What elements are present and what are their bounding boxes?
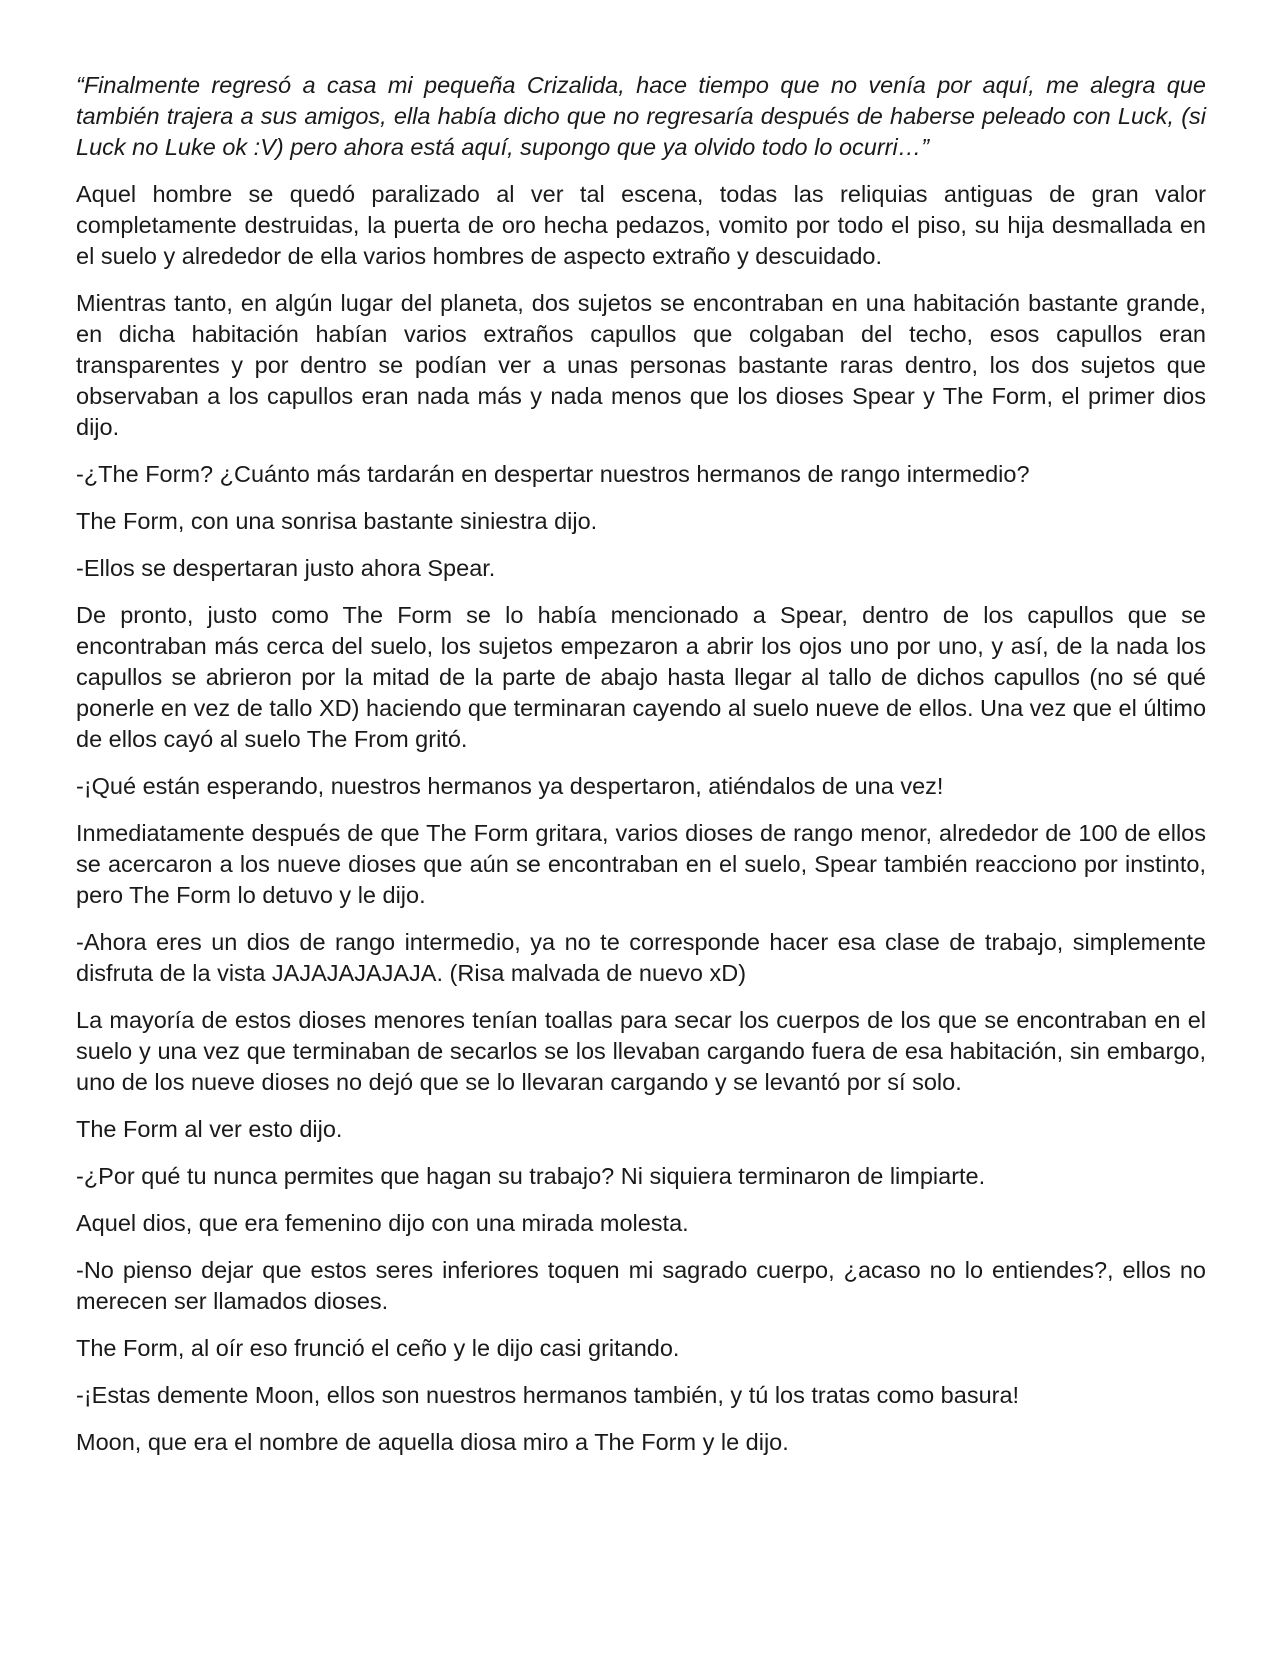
dialogue-line: -¿The Form? ¿Cuánto más tardarán en despertar nuestros hermanos de rango intermedio? xyxy=(76,461,1030,487)
dialogue-line: -Ahora eres un dios de rango intermedio, ya no te corresponde hacer esa clase de trabajo, simplemente disfruta de la vista JAJAJAJAJAJA. (Risa malvada de nuevo xD) xyxy=(76,929,1206,986)
paragraph: Moon, que era el nombre de aquella diosa miro a The Form y le dijo. xyxy=(76,1429,789,1455)
paragraph: Inmediatamente después de que The Form gritara, varios dioses de rango menor, alrededor de 100 de ellos se acercaron a los nueve dioses que aún se encontraban en el suelo, Spear también reacciono por instinto, pero The Form lo detuvo y le dijo. xyxy=(76,820,1206,908)
paragraph: The Form al ver esto dijo. xyxy=(76,1116,343,1142)
paragraph: The Form, al oír eso frunció el ceño y le dijo casi gritando. xyxy=(76,1335,680,1361)
paragraph: Aquel dios, que era femenino dijo con una mirada molesta. xyxy=(76,1210,689,1236)
dialogue-line: -No pienso dejar que estos seres inferiores toquen mi sagrado cuerpo, ¿acaso no lo entiendes?, ellos no merecen ser llamados dioses. xyxy=(76,1257,1206,1314)
dialogue-line: -¿Por qué tu nunca permites que hagan su trabajo? Ni siquiera terminaron de limpiarte. xyxy=(76,1163,986,1189)
paragraph: La mayoría de estos dioses menores tenían toallas para secar los cuerpos de los que se encontraban en el suelo y una vez que terminaban de secarlos se los llevaban cargando fuera de esa habitación, sin embargo, uno de los nueve dioses no dejó que se lo llevaran cargando y se levantó por sí solo. xyxy=(76,1007,1206,1095)
paragraph: The Form, con una sonrisa bastante siniestra dijo. xyxy=(76,508,598,534)
dialogue-line: -¡Estas demente Moon, ellos son nuestros hermanos también, y tú los tratas como basura! xyxy=(76,1382,1020,1408)
paragraph: Aquel hombre se quedó paralizado al ver tal escena, todas las reliquias antiguas de gran valor completamente destruidas, la puerta de oro hecha pedazos, vomito por todo el piso, su hija desmallada en el suelo y alrededor de ella varios hombres de aspecto extraño y descuidado. xyxy=(76,181,1206,269)
dialogue-line: -Ellos se despertaran justo ahora Spear. xyxy=(76,555,496,581)
paragraph: Mientras tanto, en algún lugar del planeta, dos sujetos se encontraban en una habitación bastante grande, en dicha habitación habían varios extraños capullos que colgaban del techo, esos capullos eran transparentes y por dentro se podían ver a unas personas bastante raras dentro, los dos sujetos que observaban a los capullos eran nada más y nada menos que los dioses Spear y The Form, el primer dios dijo. xyxy=(76,290,1206,440)
document-page xyxy=(76,70,1206,1474)
paragraph-opening-quote: “Finalmente regresó a casa mi pequeña Crizalida, hace tiempo que no venía por aquí, me alegra que también trajera a sus amigos, ella había dicho que no regresaría después de haberse peleado con Luck, (si Luck no Luke ok :V) pero ahora está aquí, supongo que ya olvido todo lo ocurri…” xyxy=(76,72,1206,160)
dialogue-line: -¡Qué están esperando, nuestros hermanos ya despertaron, atiéndalos de una vez! xyxy=(76,773,944,799)
paragraph: De pronto, justo como The Form se lo había mencionado a Spear, dentro de los capullos que se encontraban más cerca del suelo, los sujetos empezaron a abrir los ojos uno por uno, y así, de la nada los capullos se abrieron por la mitad de la parte de abajo hasta llegar al tallo de dichos capullos (no sé qué ponerle en vez de tallo XD) haciendo que terminaran cayendo al suelo nueve de ellos. Una vez que el último de ellos cayó al suelo The From gritó. xyxy=(76,602,1207,752)
